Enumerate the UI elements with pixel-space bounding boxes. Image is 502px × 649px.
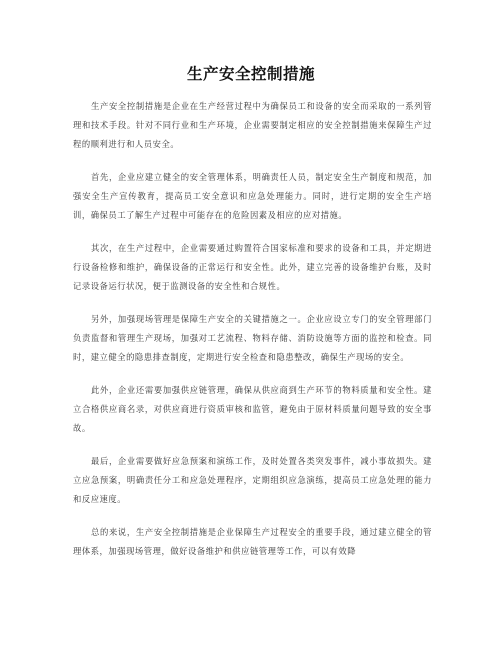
paragraph-summary: 总的来说，生产安全控制措施是企业保障生产过程安全的重要手段，通过建立健全的管理体系，加强现场管理，做好设备维护和供应链管理等工作，可以有效降 xyxy=(73,527,432,556)
paragraph-management-system: 首先，企业应建立健全的安全管理体系，明确责任人员，制定安全生产制度和规范，加强安全生产宣传教育，提高员工安全意识和应急处理能力。同时，进行定期的安全生产培训，确保员工了解生产过程中可能存在的危险因素及相应的应对措施。 xyxy=(73,172,432,220)
document-title: 生产安全控制措施 xyxy=(186,65,315,83)
paragraph-intro: 生产安全控制措施是企业在生产经营过程中为确保员工和设备的安全而采取的一系列管理和技术手段。针对不同行业和生产环境，企业需要制定相应的安全控制措施来保障生产过程的顺利进行和人员安全。 xyxy=(73,101,432,149)
document-body xyxy=(73,97,432,575)
paragraph-emergency: 最后，企业需要做好应急预案和演练工作，及时处置各类突发事件，减小事故损失。建立应急预案，明确责任分工和应急处理程序，定期组织应急演练，提高员工应急处理的能力和反应速度。 xyxy=(73,456,432,504)
paragraph-site-management: 另外，加强现场管理是保障生产安全的关键措施之一。企业应设立专门的安全管理部门负责监督和管理生产现场，加强对工艺流程、物料存储、消防设施等方面的监控和检查。同时，建立健全的隐患排查制度，定期进行安全检查和隐患整改，确保生产现场的安全。 xyxy=(73,314,432,362)
paragraph-supply-chain: 此外，企业还需要加强供应链管理，确保从供应商到生产环节的物料质量和安全性。建立合格供应商名录，对供应商进行资质审核和监管，避免由于原材料质量问题导致的安全事故。 xyxy=(73,385,432,433)
paragraph-equipment: 其次，在生产过程中，企业需要通过购置符合国家标准和要求的设备和工具，并定期进行设备检修和维护，确保设备的正常运行和安全性。此外，建立完善的设备维护台账，及时记录设备运行状况，便于监测设备的安全性和合规性。 xyxy=(73,243,432,291)
